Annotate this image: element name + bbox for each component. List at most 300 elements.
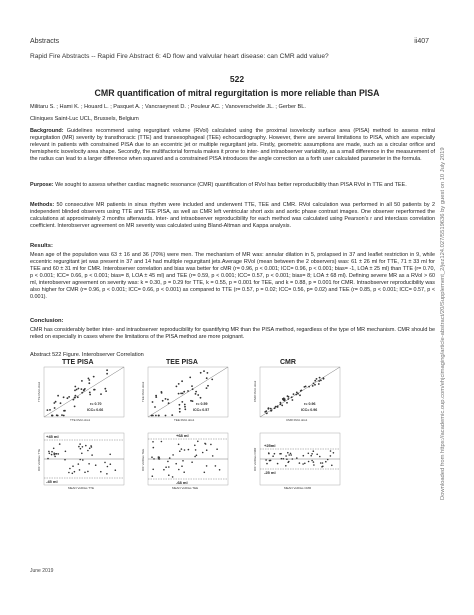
scatter-point xyxy=(100,393,102,395)
bland-altman-point xyxy=(152,469,154,471)
scatter-point xyxy=(56,414,58,416)
scatter-point xyxy=(190,400,192,402)
scatter-point xyxy=(293,393,295,395)
bland-altman-point xyxy=(89,448,91,450)
scatter-point xyxy=(274,407,276,409)
abstract-title: CMR quantification of mitral regurgitation is more reliable than PISA xyxy=(94,88,380,98)
scatter-point xyxy=(182,393,184,395)
bland-altman-point xyxy=(191,461,193,463)
methods-label: Methods: xyxy=(30,202,55,208)
bland-altman-point xyxy=(81,453,83,455)
bland-altman-point xyxy=(205,443,207,445)
cmr-r-value: r= 0.96 xyxy=(304,402,316,406)
bland-altman-point xyxy=(313,450,315,452)
bland-altman-point xyxy=(47,458,49,460)
scatter-point xyxy=(74,390,76,392)
cmr-ba-y-label: DIF VolDiss CMR xyxy=(253,447,257,471)
tee-ba-lower-label: -68 ml xyxy=(176,480,188,485)
tte-y-label: TTE RVol obs2 xyxy=(37,381,41,402)
scatter-point xyxy=(57,395,59,397)
conclusion-paragraph: CMR has considerably better inter- and intraobserver reproducibility for quantifying MR than the PISA method, regardless of the type of MR mechanism. CMR should be relied on especially in cases where the limitations of the PISA method are more poignant. xyxy=(30,327,435,341)
bland-altman-point xyxy=(85,445,87,447)
bland-altman-point xyxy=(183,471,185,473)
bland-altman-point xyxy=(95,464,97,466)
tee-ba-upper-label: +68 ml xyxy=(176,433,189,438)
bland-altman-point xyxy=(215,465,217,467)
tte-ba-lower-label: -45 ml xyxy=(46,479,58,484)
scatter-point xyxy=(292,399,294,401)
bland-altman-point xyxy=(319,456,321,458)
scatter-point xyxy=(189,377,191,379)
bland-altman-point xyxy=(219,469,221,471)
cmr-y-label: CMR RVol obs2 xyxy=(253,380,257,402)
scatter-point xyxy=(73,399,75,401)
bland-altman-point xyxy=(55,453,57,455)
tte-scatter-panel xyxy=(37,359,124,422)
bland-altman-point xyxy=(330,455,332,457)
background-label: Background: xyxy=(30,128,64,134)
scatter-point xyxy=(81,388,83,390)
scatter-point xyxy=(167,399,169,401)
scatter-point xyxy=(176,386,178,388)
bland-altman-point xyxy=(296,457,298,459)
scatter-point xyxy=(61,414,63,416)
bland-altman-point xyxy=(59,443,61,445)
bland-altman-point xyxy=(330,450,332,452)
scatter-point xyxy=(47,409,49,411)
bland-altman-point xyxy=(304,463,306,465)
bland-altman-point xyxy=(78,463,80,465)
bland-altman-point xyxy=(163,469,165,471)
bland-altman-point xyxy=(210,444,212,446)
scatter-point xyxy=(55,401,57,403)
bland-altman-point xyxy=(49,453,51,455)
purpose-paragraph xyxy=(30,182,435,189)
bland-altman-point xyxy=(268,452,270,454)
figure-caption: Abstract 522 Figure. Interobserver Correlation xyxy=(30,352,144,358)
session-subheader: Rapid Fire Abstracts -- Rapid Fire Abstract 6: 4D flow and valvular heart disease: can CMR add value? xyxy=(30,53,329,60)
scatter-point xyxy=(63,415,65,417)
bland-altman-point xyxy=(78,446,80,448)
bland-altman-point xyxy=(58,453,60,455)
scatter-point xyxy=(81,392,83,394)
scatter-point xyxy=(171,414,173,416)
scatter-point xyxy=(60,402,62,404)
scatter-point xyxy=(154,406,156,408)
bland-altman-point xyxy=(204,472,206,474)
bland-altman-point xyxy=(269,460,271,462)
scatter-point xyxy=(89,394,91,396)
bland-altman-point xyxy=(277,463,279,465)
bland-altman-point xyxy=(325,461,327,463)
tte-ba-y-label: DIF VolDiss TTE xyxy=(37,448,41,471)
tte-x-label: TTE RVol obs1 xyxy=(70,418,91,422)
bland-altman-point xyxy=(158,458,160,460)
scatter-point xyxy=(158,415,160,417)
bland-altman-point xyxy=(313,464,315,466)
scatter-point xyxy=(206,387,208,389)
interobserver-figure xyxy=(30,357,350,497)
scatter-point xyxy=(179,411,181,413)
bland-altman-point xyxy=(266,463,268,465)
scatter-point xyxy=(181,401,183,403)
tee-scatter-panel xyxy=(141,359,228,422)
bland-altman-point xyxy=(299,462,301,464)
bland-altman-point xyxy=(87,450,89,452)
scatter-point xyxy=(53,402,55,404)
scatter-point xyxy=(178,393,180,395)
bland-altman-point xyxy=(53,448,55,450)
cmr-ba-upper-label: +25ml xyxy=(264,443,276,448)
bland-altman-point xyxy=(322,466,324,468)
bland-altman-point xyxy=(179,450,181,452)
bland-altman-point xyxy=(48,451,50,453)
scatter-point xyxy=(286,402,288,404)
scatter-point xyxy=(316,378,318,380)
bland-altman-point xyxy=(72,465,74,467)
bland-altman-point xyxy=(169,457,171,459)
scatter-point xyxy=(81,380,83,382)
cmr-bland-altman-panel xyxy=(253,433,340,490)
scatter-point xyxy=(207,385,209,387)
bland-altman-point xyxy=(286,458,288,460)
cmr-x-label: CMR RVol obs1 xyxy=(286,418,308,422)
bland-altman-point xyxy=(90,445,92,447)
scatter-point xyxy=(83,390,85,392)
scatter-point xyxy=(275,406,277,408)
bland-altman-point xyxy=(64,459,66,461)
scatter-point xyxy=(305,386,307,388)
tee-identity-line xyxy=(148,367,228,417)
bland-altman-point xyxy=(84,472,86,474)
scatter-point xyxy=(63,410,65,412)
bland-altman-point xyxy=(283,458,285,460)
bland-altman-point xyxy=(178,469,180,471)
scatter-point xyxy=(84,388,86,390)
bland-altman-point xyxy=(274,453,276,455)
bland-altman-point xyxy=(316,454,318,456)
bland-altman-point xyxy=(65,451,67,453)
bland-altman-point xyxy=(79,459,81,461)
background-text: Guidelines recommend using regurgitant volume (RVol) calculated using the proximal isovelocity surface area (PISA) method to assess mitral regurgitation (MR) severity by transthoracic (TTE) and transesophageal (TEE) echocardiography. However, there are several limitations to PISA, which are especially relevant in patients with constrained PISA due to an eccentric jet or multiple regurgitant jets. Firstly, geometric assumptions are made, such as a circular orifice and hemispheric isovelocity area shape. Secondly, the multifactorial formula makes it prone to inter- and intraobserver variability, as a small difference in the measurement of the radius can lead to a larger difference when squared and a constrained PISA introduces the angle correction as a forth user calculated parameter in the formula. xyxy=(30,128,435,163)
bland-altman-point xyxy=(181,465,183,467)
scatter-point xyxy=(200,397,202,399)
scatter-point xyxy=(52,415,54,417)
bland-altman-point xyxy=(287,452,289,454)
scatter-point xyxy=(68,396,70,398)
scatter-point xyxy=(152,401,154,403)
tee-y-label: TEE RVol obs2 xyxy=(141,381,145,402)
author-list: Militaru S. ; Hami K. ; Houard L. ; Pasquet A. ; Vancraeynest D. ; Pouleur AC. ; Vanoverschelde JL. ; Gerber BL. xyxy=(30,104,306,110)
scatter-point xyxy=(168,402,170,404)
tee-panel-title: TEE PISA xyxy=(166,359,198,366)
scatter-point xyxy=(187,390,189,392)
scatter-point xyxy=(49,409,51,411)
bland-altman-point xyxy=(281,458,283,460)
scatter-point xyxy=(192,388,194,390)
bland-altman-point xyxy=(151,456,153,458)
download-watermark: Downloaded from https://academic.oup.com/ehjcimaging/article-abstract/20/Supplement_2/jez124.027/5519636 by guest on 10 July 2019 xyxy=(440,147,446,500)
results-paragraph: Mean age of the population was 63 ± 16 and 36 (70%) were men. The mechanism of MR was: annular dilation in 5, prolapsed in 37 and leaflet restriction in 9, while eccentric regurgitant jet was present in 37 and 14 had multiple regurgitant jets.Average RVol (mean between the 2 observers) was: 61 ± 26 ml for TTE, 71 ± 33 ml for TEE and 60 ± 31 ml for CMR. Interobserver correlation and bias was better for cMR (r= 0.96, p < 0.001; ICC= 0.96, p < 0.001; bias= -1, LOA ± 25 ml) than TTE (r= 0.70, p < 0.001; ICC= 0.66, p < 0.001; bias= 8, LOA ± 45 ml) and TEE (r= 0.59, p < 0.001; ICC= 0.57, p < 0.001; bias= 8; LOA ± 68 ml). Defining severe MR as a RVol > 60 ml, interobserver agreement on severity was: k = 0.30, p = 0.29 for TTE, k = 0.55, p = 0.001 for TEE, and k = 0.88, p = 0.001 for CMR. Intraobserver reproducibility was also higher for CMR (r= 0.96, p < 0.001; ICC= 0.66, p < 0.001) as compared to TTE (r= 0.57, p = 0.02; ICC= 0.56, p= 0.02) and TEE (r= 0.85, p < 0.001; ICC= 0.57, p < 0.001). xyxy=(30,252,435,301)
scatter-point xyxy=(178,383,180,385)
bland-altman-point xyxy=(172,454,174,456)
tte-icc-value: ICC= 0.66 xyxy=(87,408,104,412)
cmr-icc-value: ICC= 0.96 xyxy=(301,408,318,412)
bland-altman-point xyxy=(80,448,82,450)
bland-altman-point xyxy=(302,463,304,465)
scatter-point xyxy=(197,394,199,396)
bland-altman-point xyxy=(212,455,214,457)
scatter-point xyxy=(266,413,268,415)
scatter-point xyxy=(74,397,76,399)
bland-altman-point xyxy=(82,459,84,461)
tte-r-value: r= 0.70 xyxy=(90,402,102,406)
scatter-point xyxy=(67,397,69,399)
bland-altman-point xyxy=(322,462,324,464)
scatter-point xyxy=(88,382,90,384)
scatter-point xyxy=(301,390,303,392)
bland-altman-point xyxy=(272,455,274,457)
scatter-point xyxy=(88,378,90,380)
bland-altman-point xyxy=(152,441,154,443)
scatter-point xyxy=(287,395,289,397)
bland-altman-point xyxy=(331,465,333,467)
scatter-point xyxy=(192,400,194,402)
scatter-point xyxy=(277,405,279,407)
tte-panel-title: TTE PISA xyxy=(62,359,94,366)
purpose-text: We sought to assess whether cardiac magnetic resonance (CMR) quantification of RVol has better reproducibility than PISA RVol in TTE and TEE. xyxy=(55,182,407,188)
cmr-identity-line xyxy=(260,367,340,417)
scatter-point xyxy=(314,380,316,382)
bland-altman-point xyxy=(202,452,204,454)
cmr-scatter-panel xyxy=(253,359,340,422)
results-heading: Results: xyxy=(30,243,53,249)
bland-altman-point xyxy=(175,463,177,465)
bland-altman-point xyxy=(115,469,117,471)
bland-altman-point xyxy=(285,455,287,457)
scatter-point xyxy=(183,391,185,393)
bland-altman-point xyxy=(216,448,218,450)
tee-x-label: TEE RVol obs1 xyxy=(174,418,195,422)
scatter-point xyxy=(280,403,282,405)
scatter-point xyxy=(74,386,76,388)
bland-altman-point xyxy=(100,471,102,473)
bland-altman-point xyxy=(311,460,313,462)
bland-altman-point xyxy=(188,449,190,451)
bland-altman-point xyxy=(288,454,290,456)
bland-altman-point xyxy=(153,447,155,449)
scatter-point xyxy=(264,411,266,413)
journal-section-header: Abstracts xyxy=(30,38,60,45)
bland-altman-point xyxy=(308,461,310,463)
tee-r-value: r= 0.59 xyxy=(196,402,208,406)
bland-altman-point xyxy=(182,460,184,462)
bland-altman-point xyxy=(196,455,198,457)
bland-altman-point xyxy=(106,473,108,475)
bland-altman-point xyxy=(165,466,167,468)
scatter-point xyxy=(75,395,77,397)
scatter-point xyxy=(270,408,272,410)
conclusion-heading: Conclusion: xyxy=(30,318,64,324)
bland-altman-point xyxy=(69,468,71,470)
scatter-point xyxy=(155,415,157,417)
bland-altman-point xyxy=(280,453,282,455)
scatter-point xyxy=(155,396,157,398)
scatter-point xyxy=(93,389,95,391)
bland-altman-point xyxy=(303,455,305,457)
bland-altman-point xyxy=(265,459,267,461)
bland-altman-point xyxy=(109,454,111,456)
scatter-point xyxy=(280,402,282,404)
cmr-ba-x-label: MEAN VolDiss CMR xyxy=(284,486,312,490)
scatter-point xyxy=(318,383,320,385)
bland-altman-point xyxy=(172,476,174,478)
bland-altman-point xyxy=(87,471,89,473)
tte-ba-upper-label: +45 ml xyxy=(46,434,59,439)
background-paragraph xyxy=(30,128,435,163)
methods-text: 50 consecutive MR patients in sinus rhythm were included and underwent TTE, TEE and CMR. RVol calculation was performed in all 50 patients by 2 independent blinded observers using TTE and TEE PISA, as well as CMR left ventricular short axis and aortic phase contrast images. One observer reperformed the calculations at approximately 2 months afterwards. Inter- and intraobserver reproducibility for each method was calculated using Pearson's r and interclass correlation coefficient. Interobserver agreement on MR severity was calculated using Bland-Altman and Kappa analysis. xyxy=(30,202,435,230)
bland-altman-point xyxy=(311,453,313,455)
scatter-point xyxy=(77,396,79,398)
scatter-point xyxy=(287,398,289,400)
scatter-point xyxy=(184,406,186,408)
bland-altman-point xyxy=(82,446,84,448)
scatter-point xyxy=(323,378,325,380)
scatter-point xyxy=(88,379,90,381)
scatter-point xyxy=(93,376,95,378)
bland-altman-point xyxy=(107,466,109,468)
scatter-point xyxy=(54,407,56,409)
bland-altman-point xyxy=(79,469,81,471)
bland-altman-point xyxy=(178,444,180,446)
bland-altman-point xyxy=(152,475,154,477)
bland-altman-point xyxy=(327,459,329,461)
bland-altman-point xyxy=(167,461,169,463)
scatter-point xyxy=(270,410,272,412)
page-number: ii407 xyxy=(414,38,429,45)
scatter-point xyxy=(184,404,186,406)
bland-altman-point xyxy=(54,456,56,458)
bland-altman-point xyxy=(206,465,208,467)
bland-altman-point xyxy=(285,465,287,467)
scatter-point xyxy=(179,408,181,410)
bland-altman-point xyxy=(53,452,55,454)
scatter-point xyxy=(308,386,310,388)
bland-altman-point xyxy=(51,451,53,453)
bland-altman-point xyxy=(104,462,106,464)
bland-altman-point xyxy=(288,461,290,463)
bland-altman-point xyxy=(195,449,197,451)
bland-altman-point xyxy=(197,441,199,443)
tee-ba-y-label: DIF VolDiss TEE xyxy=(141,448,145,471)
purpose-label: Purpose: xyxy=(30,182,54,188)
affiliation: Cliniques Saint-Luc UCL, Brussels, Belgium xyxy=(30,116,139,122)
bland-altman-point xyxy=(79,443,81,445)
scatter-point xyxy=(74,406,76,408)
scatter-point xyxy=(297,393,299,395)
bland-altman-point xyxy=(194,456,196,458)
bland-altman-point xyxy=(290,453,292,455)
bland-altman-point xyxy=(292,458,294,460)
bland-altman-point xyxy=(51,454,53,456)
scatter-point xyxy=(89,392,91,394)
tte-ba-x-label: MEAN VolDiss TTE xyxy=(68,486,94,490)
scatter-point xyxy=(211,379,213,381)
scatter-point xyxy=(206,377,208,379)
bland-altman-point xyxy=(320,462,322,464)
tte-identity-line xyxy=(44,367,124,417)
scatter-point xyxy=(207,372,209,374)
bland-altman-point xyxy=(184,449,186,451)
bland-altman-point xyxy=(313,461,315,463)
scatter-point xyxy=(76,389,78,391)
bland-altman-point xyxy=(194,445,196,447)
bland-altman-point xyxy=(333,452,335,454)
scatter-point xyxy=(63,396,65,398)
scatter-point xyxy=(291,396,293,398)
bland-altman-point xyxy=(88,463,90,465)
tee-icc-value: ICC= 0.57 xyxy=(193,408,210,412)
scatter-point xyxy=(295,394,297,396)
bland-altman-point xyxy=(168,474,170,476)
bland-altman-point xyxy=(153,458,155,460)
scatter-point xyxy=(161,391,163,393)
scatter-point xyxy=(313,383,315,385)
bland-altman-point xyxy=(158,456,160,458)
cmr-ba-lower-label: -25 ml xyxy=(264,470,276,475)
bland-altman-point xyxy=(91,454,93,456)
cmr-panel-title: CMR xyxy=(280,359,296,366)
bland-altman-point xyxy=(168,466,170,468)
scatter-point xyxy=(152,415,154,417)
scatter-point xyxy=(283,400,285,402)
scatter-point xyxy=(191,385,193,387)
bland-altman-point xyxy=(161,441,163,443)
scatter-point xyxy=(106,369,108,371)
bland-altman-point xyxy=(181,448,183,450)
scatter-point xyxy=(195,391,197,393)
bland-altman-point xyxy=(308,453,310,455)
scatter-point xyxy=(165,415,167,417)
scatter-point xyxy=(78,388,80,390)
bland-altman-point xyxy=(74,471,76,473)
scatter-point xyxy=(162,400,164,402)
scatter-point xyxy=(181,380,183,382)
scatter-point xyxy=(314,384,316,386)
scatter-point xyxy=(320,380,322,382)
tee-bland-altman-panel xyxy=(141,433,228,490)
scatter-point xyxy=(104,388,106,390)
abstract-number: 522 xyxy=(229,74,245,84)
issue-date-footer: June 2019 xyxy=(30,568,54,574)
scatter-point xyxy=(299,394,301,396)
tte-bland-altman-panel xyxy=(37,433,124,490)
scatter-point xyxy=(312,385,314,387)
bland-altman-point xyxy=(54,454,56,456)
bland-altman-point xyxy=(206,449,208,451)
scatter-point xyxy=(318,380,320,382)
methods-paragraph xyxy=(30,202,435,230)
scatter-point xyxy=(179,404,181,406)
bland-altman-point xyxy=(68,472,70,474)
bland-altman-point xyxy=(72,473,74,475)
bland-altman-point xyxy=(290,454,292,456)
scatter-point xyxy=(319,377,321,379)
scatter-point xyxy=(203,370,205,372)
scatter-point xyxy=(106,373,108,375)
scatter-point xyxy=(184,408,186,410)
scatter-point xyxy=(195,393,197,395)
